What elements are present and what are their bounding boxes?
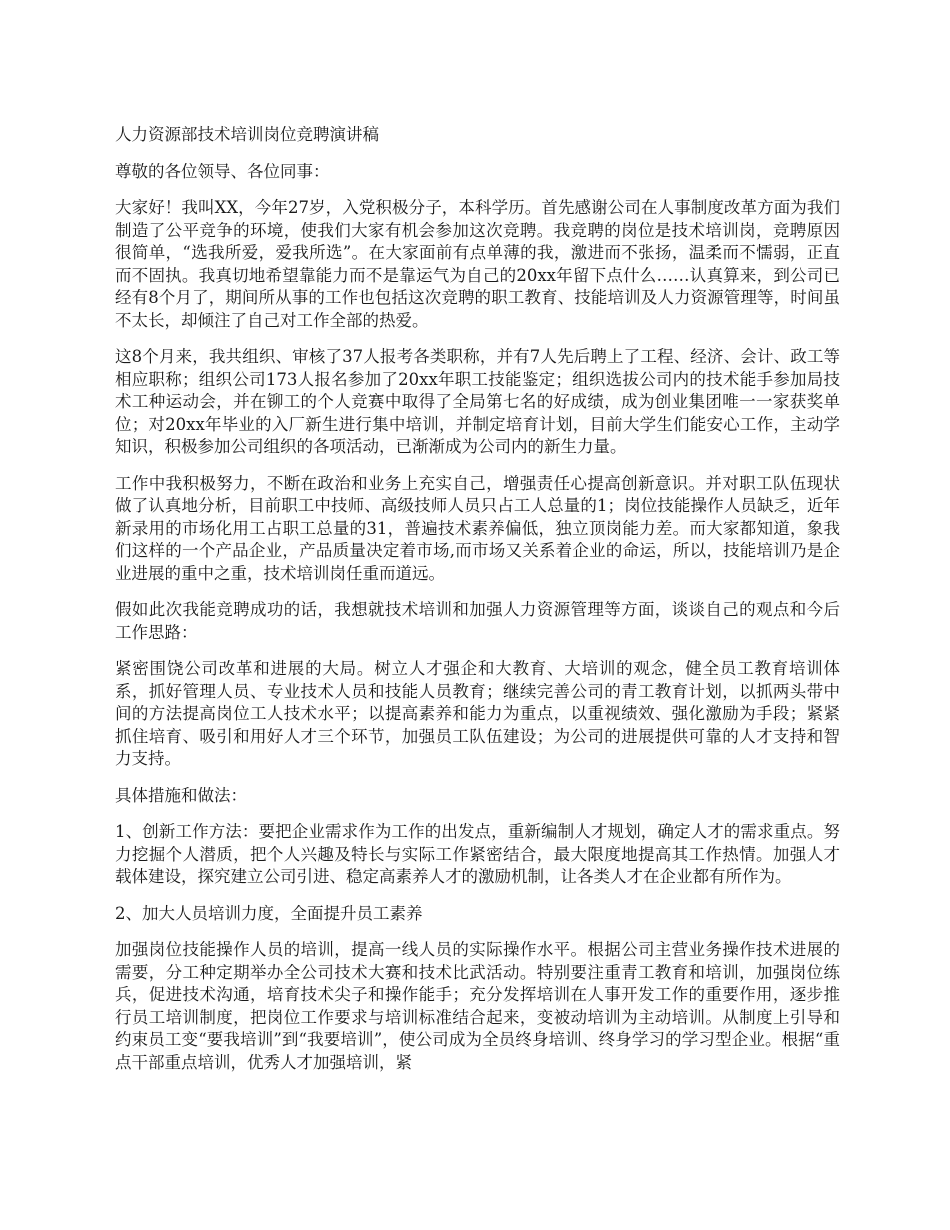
- paragraph-measure-2-body: 加强岗位技能操作人员的培训，提高一线人员的实际操作水平。根据公司主营业务操作技术进展的需要，分工种定期举办全公司技术大赛和技术比武活动。特别要注重青工教育和培训，加强岗位练兵，促进技术沟通，培育技术尖子和操作能手；充分发挥培训在人事开发工作的重要作用，逐步推行员工培训制度，把岗位工作要求与培训标准结合起来，变被动培训为主动培训。从制度上引导和约束员工变“要我培训”到“我要培训”，使公司成为全员终身培训、终身学习的学习型企业。根据“重点干部重点培训，优秀人才加强培训，紧: [115, 940, 840, 1072]
- paragraph-intro: 大家好！我叫XX，今年27岁，入党积极分子，本科学历。首先感谢公司在人事制度改革方面为我们制造了公平竞争的环境，使我们大家有机会参加这次竞聘。我竞聘的岗位是技术培训岗，竞聘原因很简单，“选我所爱，爱我所选”。在大家面前有点单薄的我，激进而不张扬，温柔而不懦弱，正直而不固执。我真切地希望靠能力而不是靠运气为自己的20xx年留下点什么……认真算来，到公司已经有8个月了，期间所从事的工作也包括这次竞聘的职工教育、技能培训及人力资源管理等，时间虽不太长，却倾注了自己对工作全部的热爱。: [115, 198, 840, 330]
- greeting: 尊敬的各位领导、各位同事：: [115, 161, 330, 181]
- paragraph-analysis: 工作中我积极努力，不断在政治和业务上充实自己，增强责任心提高创新意识。并对职工队伍现状做了认真地分析，目前职工中技师、高级技师人员只占工人总量的1；岗位技能操作人员缺乏，近年新录用的市场化用工占职工总量的31，普遍技术素养偏低，独立顶岗能力差。而大家都知道，象我们这样的一个产品企业，产品质量决定着市场,而市场又关系着企业的命运，所以，技能培训乃是企业进展的重中之重，技术培训岗任重而道远。: [115, 473, 840, 583]
- paragraph-achievements: 这8个月来，我共组织、审核了37人报考各类职称，并有7人先后聘上了工程、经济、会计、政工等相应职称；组织公司173人报名参加了20xx年职工技能鉴定；组织选拔公司内的技术能手参加局技术工种运动会，并在铆工的个人竞赛中取得了全局第七名的好成绩，成为创业集团唯一一家获奖单位；对20xx年毕业的入厂新生进行集中培训，并制定培育计划，目前大学生们能安心工作，主动学知识，积极参加公司组织的各项活动，已渐渐成为公司内的新生力量。: [115, 347, 840, 456]
- paragraph-measures-heading: 具体措施和做法：: [115, 785, 247, 805]
- document-title: 人力资源部技术培训岗位竞聘演讲稿: [115, 125, 379, 144]
- paragraph-measure-2-heading: 2、加大人员培训力度，全面提升员工素养: [115, 903, 423, 923]
- paragraph-measure-1: 1、创新工作方法：要把企业需求作为工作的出发点，重新编制人才规划，确定人才的需求重点。努力挖掘个人潜质，把个人兴趣及特长与实际工作紧密结合，最大限度地提高其工作热情。加强人才载体建设，探究建立公司引进、稳定高素养人才的激励机制，让各类人才在企业都有所作为。: [115, 822, 840, 886]
- paragraph-plan-intro: 假如此次我能竞聘成功的话，我想就技术培训和加强人力资源管理等方面，谈谈自己的观点和今后工作思路：: [115, 600, 840, 642]
- paragraph-strategy: 紧密围饶公司改革和进展的大局。树立人才强企和大教育、大培训的观念，健全员工教育培训体系，抓好管理人员、专业技术人员和技能人员教育；继续完善公司的青工教育计划，以抓两头带中间的方法提高岗位工人技术水平；以提高素养和能力为重点，以重视绩效、强化激励为手段；紧紧抓住培育、吸引和用好人才三个环节，加强员工队伍建设；为公司的进展提供可靠的人才支持和智力支持。: [115, 659, 840, 768]
- document-body: [115, 124, 840, 1088]
